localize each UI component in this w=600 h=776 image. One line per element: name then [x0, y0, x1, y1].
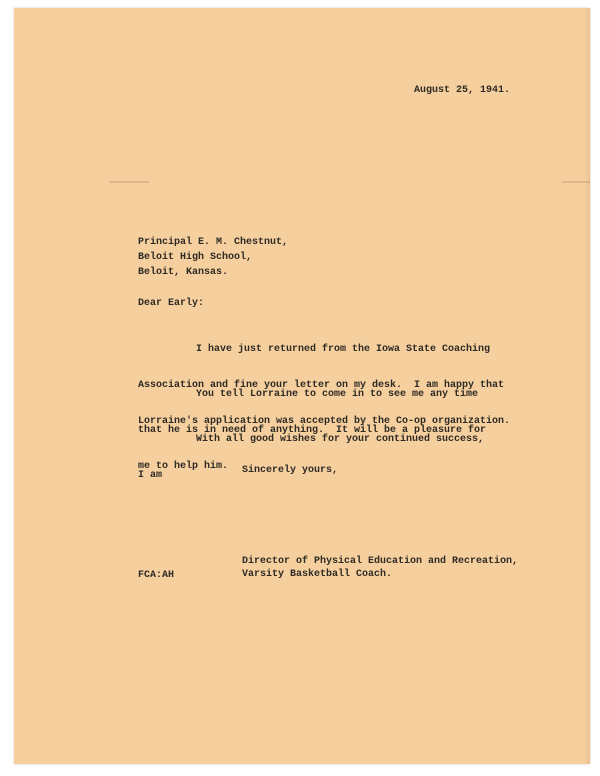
paragraph-2-line-3: me to help him. [138, 461, 229, 472]
paragraph-3 [138, 410, 487, 506]
paragraph-2-line-1: You tell Lorraine to come in to see me any time [196, 389, 479, 400]
closing: Sincerely yours, [242, 465, 339, 476]
letter-page [14, 8, 590, 764]
recipient-school: Beloit High School, [138, 252, 253, 263]
recipient-name: Principal E. M. Chestnut, [138, 237, 289, 248]
paper-mark-left [109, 181, 149, 183]
typist-initials: FCA:AH [138, 570, 175, 581]
recipient-city: Beloit, Kansas. [138, 267, 229, 278]
paragraph-1-line-1: I have just returned from the Iowa State Coaching [196, 344, 491, 355]
paragraph-3-line-1: With all good wishes for your continued success, [196, 434, 485, 445]
salutation: Dear Early: [138, 298, 205, 309]
paragraph-1-line-2: Association and fine your letter on my desk. I am happy that [138, 380, 505, 391]
paragraph-3-line-2: I am [138, 470, 163, 481]
signature-title-2: Varsity Basketball Coach. [242, 569, 393, 580]
paragraph-2-line-2: that he is in need of anything. It will be a pleasure for [138, 425, 487, 436]
paper-mark-right [562, 181, 590, 183]
paragraph-1-line-3: Lorraine's application was accepted by the Co-op organization. [138, 416, 511, 427]
letter-date: August 25, 1941. [414, 85, 511, 96]
signature-title-1: Director of Physical Education and Recreation, [242, 556, 519, 567]
